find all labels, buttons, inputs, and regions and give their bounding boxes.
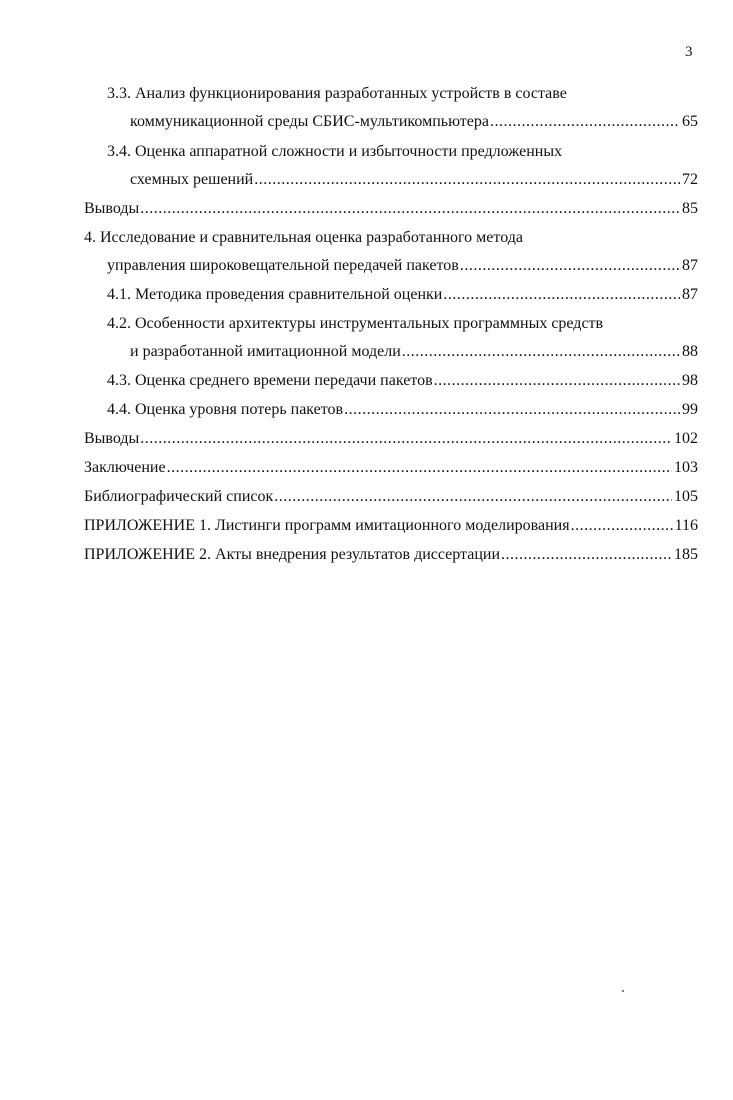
dot-leader	[140, 427, 672, 451]
toc-page-number: 105	[674, 488, 698, 505]
dot-leader	[434, 369, 680, 393]
toc-entry-4-4	[107, 398, 698, 422]
toc-entry-3-3-line2: коммуникационной среды СБИС-мультикомпьютера	[130, 113, 489, 130]
toc-entry-appendix-2	[84, 543, 698, 567]
toc-page-number: 88	[682, 343, 698, 360]
toc-entry-4-2-line1: 4.2. Особенности архитектуры инструментальных программных средств	[107, 315, 604, 332]
dot-leader	[344, 398, 680, 422]
toc-entry-text: ПРИЛОЖЕНИЕ 2. Акты внедрения результатов диссертации	[84, 546, 501, 563]
toc-entry-3-3	[130, 110, 698, 134]
toc-entry-conclusions-3	[84, 197, 698, 221]
page-number: 3	[685, 44, 693, 60]
dot-leader	[501, 543, 672, 567]
toc-entry-4	[107, 254, 698, 278]
toc-page-number: 72	[682, 171, 698, 188]
toc-entry-text: Заключение	[84, 459, 166, 476]
toc-entry-4-2	[130, 340, 698, 364]
toc-entry-3-4-line2: схемных решений	[130, 171, 254, 188]
toc-entry-conclusion	[84, 456, 698, 480]
toc-entry-3-4	[130, 168, 698, 192]
toc-entry-conclusions-4	[84, 427, 698, 451]
toc-entry-4-3	[107, 369, 698, 393]
toc-entry-text: 4.1. Методика проведения сравнительной оценки	[107, 286, 443, 303]
dot-leader	[460, 254, 680, 278]
toc-entry-text: 4.3. Оценка среднего времени передачи пакетов	[107, 372, 433, 389]
toc-entry-bibliography	[84, 485, 698, 509]
dot-leader	[167, 456, 672, 480]
toc-entry-text: ПРИЛОЖЕНИЕ 1. Листинги программ имитационного моделирования	[84, 517, 570, 534]
toc-page-number: 116	[674, 517, 698, 534]
dot-leader	[571, 514, 673, 538]
dot-leader	[402, 340, 680, 364]
toc-page-number: 98	[682, 372, 698, 389]
toc-page-number: 99	[682, 401, 698, 418]
toc-entry-4-line1: 4. Исследование и сравнительная оценка разработанного метода	[84, 229, 523, 246]
toc-entry-4-line2: управления широковещательной передачей пакетов	[107, 257, 459, 274]
dot-leader	[490, 110, 680, 134]
toc-entry-text: 4.4. Оценка уровня потерь пакетов	[107, 401, 344, 418]
dot-leader	[274, 485, 672, 509]
toc-page-number: 87	[682, 257, 698, 274]
toc-page-number: 87	[682, 286, 698, 303]
dot-leader	[140, 197, 680, 221]
toc-entry-text: Библиографический список	[84, 488, 274, 505]
scan-speck	[622, 990, 624, 992]
toc-page-number: 103	[674, 459, 698, 476]
toc-entry-appendix-1	[84, 514, 698, 538]
toc-page-number: 85	[682, 200, 698, 217]
toc-entry-4-1	[107, 283, 698, 307]
dot-leader	[443, 283, 680, 307]
toc-entry-3-4-line1: 3.4. Оценка аппаратной сложности и избыточности предложенных	[107, 143, 563, 160]
toc-entry-text: Выводы	[84, 430, 140, 447]
toc-entry-4-2-line2: и разработанной имитационной модели	[130, 343, 401, 360]
toc-page-number: 185	[674, 546, 698, 563]
toc-entry-3-3-line1: 3.3. Анализ функционирования разработанных устройств в составе	[107, 85, 567, 102]
toc-page-number: 65	[682, 113, 698, 130]
dot-leader	[254, 168, 680, 192]
toc-entry-text: Выводы	[84, 200, 140, 217]
toc-page-number: 102	[674, 430, 698, 447]
